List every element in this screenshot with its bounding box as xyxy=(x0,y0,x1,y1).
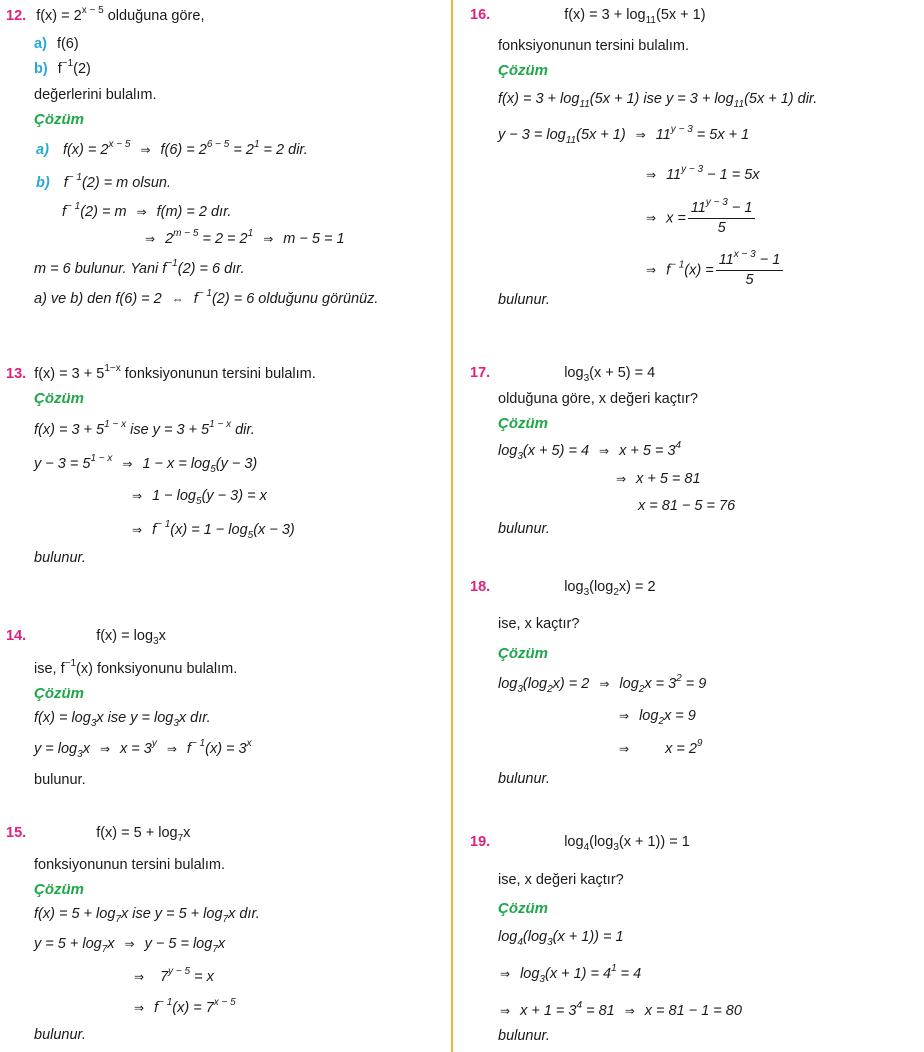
fraction: $\frac{11^{y - 3} - 1}{5}$ xyxy=(688,200,756,237)
left-column xyxy=(0,0,450,1052)
problem-number: 17. xyxy=(470,365,491,381)
implies-arrow: ⇒ xyxy=(646,263,657,278)
solution-line: $y = \log_3x$ ⇒ $x = 3^y$ ⇒ $f^{- 1}(x) = 3^x$ xyxy=(34,738,252,760)
solution-line: a) $f(x) = 2^{x - 5}$ ⇒ $f(6) = 2^{6 - 5} = 2^1 = 2$ dir. xyxy=(36,139,308,158)
implies-arrow: ⇒ xyxy=(99,742,110,756)
problem-number: 12. xyxy=(6,8,27,24)
bulunur-text: bulunur. xyxy=(34,772,86,788)
bulunur-text: bulunur. xyxy=(498,1028,550,1044)
problem-19-question-2: ise, x değeri kaçtır? xyxy=(498,872,624,888)
solution-line: ⇒ x + 5 = 81 xyxy=(616,471,701,487)
implies-arrow: ⇒ xyxy=(136,205,147,219)
solution-line: $y = 5 + \log_7x$ ⇒ $y - 5 = \log_7x$ xyxy=(34,936,226,955)
solution-line: $f^{- 1}(2) = m$ ⇒ f(m) = 2 dır. xyxy=(62,201,232,220)
implies-arrow: ⇒ xyxy=(166,742,177,756)
implies-arrow: ⇒ xyxy=(500,967,511,981)
implies-arrow: ⇒ xyxy=(619,742,630,756)
problem-number: 19. xyxy=(470,834,491,850)
solution-line: ⇒ $7^{y - 5} = x$ xyxy=(134,966,214,985)
problem-number: 18. xyxy=(470,579,491,595)
solution-line: $f(x) = 3 + 5^{1 - x}$ ise $y = 3 + 5^{1 - x}$ dir. xyxy=(34,419,255,438)
solution-line: ⇒ $f^{- 1}(x) = 1 - \log_5(x - 3)$ xyxy=(132,519,295,541)
cozum-heading: Çözüm xyxy=(34,111,84,128)
implies-arrow: ⇒ xyxy=(140,143,151,157)
solution-line: ⇒ $x + 1 = 3^4 = 81$ ⇒ x = 81 − 1 = 80 xyxy=(500,1000,742,1019)
solution-line: $f(x) = 3 + \log_{11}(5x + 1)$ ise $y = 3 + \log_{11}(5x + 1)$ dir. xyxy=(498,91,818,110)
right-column xyxy=(466,0,924,1052)
problem-14-question-2: ise, $f^{-1}(x)$ fonksiyonunu bulalım. xyxy=(34,658,238,677)
implies-arrow: ⇒ xyxy=(132,523,143,537)
bulunur-text: bulunur. xyxy=(498,292,550,308)
problem-number: 13. xyxy=(6,366,27,382)
problem-15-question-2: fonksiyonunun tersini bulalım. xyxy=(34,857,226,873)
cozum-heading: Çözüm xyxy=(34,390,84,407)
implies-arrow: ⇒ xyxy=(635,128,646,142)
problem-17-question: 17. $\log_3(x + 5) = 4$ xyxy=(470,365,656,384)
implies-arrow: ⇒ xyxy=(124,937,135,951)
problem-15-question: 15. $f(x) = 5 + \log_7x$ xyxy=(6,825,191,844)
fraction: $\frac{11^{x - 3} - 1}{5}$ xyxy=(716,252,784,289)
problem-19-question: 19. $\log_4(\log_3(x + 1)) = 1$ xyxy=(470,834,690,853)
problem-17-question-2: olduğuna göre, x değeri kaçtır? xyxy=(498,391,698,407)
implies-arrow: ⇒ xyxy=(646,211,657,226)
solution-line: ⇒ x = $\frac{11^{y - 3} - 1}{5}$ xyxy=(636,200,757,237)
implies-arrow: ⇒ xyxy=(263,232,274,246)
problem-12-question: 12. $f(x) = 2^{x - 5}$ olduğuna göre, xyxy=(6,5,205,24)
solution-line: ⇒ $f^{- 1}(x) = 7^{x - 5}$ xyxy=(134,997,236,1016)
problem-16-question: 16. $f(x) = 3 + \log_{11}(5x + 1)$ xyxy=(470,7,706,26)
problem-18-question-2: ise, x kaçtır? xyxy=(498,616,580,632)
problem-16-question-2: fonksiyonunun tersini bulalım. xyxy=(498,38,690,54)
bulunur-text: bulunur. xyxy=(498,521,550,537)
solution-line: ⇒ $1 - \log_5(y - 3) = x$ xyxy=(132,488,267,507)
solution-line: ⇒ $x = 2^9$ xyxy=(619,738,703,757)
solution-line: x = 81 − 5 = 76 xyxy=(638,498,736,514)
implies-arrow: ⇒ xyxy=(599,444,610,458)
solution-line: m = 6 bulunur. Yani $f^{-1}(2) = 6$ dır. xyxy=(34,258,245,277)
implies-arrow: ⇒ xyxy=(134,1001,145,1015)
cozum-heading: Çözüm xyxy=(498,62,548,79)
problem-13-question: 13. $f(x) = 3 + 5^{1-x}$ fonksiyonunun tersini bulalım. xyxy=(6,363,316,382)
solution-line: a) ve b) den f(6) = 2 ⇔ $f^{- 1}(2) = 6$ olduğunu görünüz. xyxy=(34,288,379,307)
problem-14-question: 14. $f(x) = \log_3x$ xyxy=(6,628,166,647)
problem-number: 16. xyxy=(470,7,491,23)
solution-line: ⇒ $\log_3(x + 1) = 4^1 = 4$ xyxy=(500,963,642,985)
cozum-heading: Çözüm xyxy=(498,900,548,917)
solution-line: b) $f^{- 1}(2) = m$ olsun. xyxy=(36,172,171,191)
solution-line: $f(x) = \log_3x$ ise $y = \log_3x$ dır. xyxy=(34,710,211,729)
solution-line: $\log_3(\log_2x) = 2$ ⇒ $\log_2x = 3^2 = 9$ xyxy=(498,673,707,695)
part-b: b) $f^{-1}(2)$ xyxy=(34,58,91,77)
solution-line: $\log_4(\log_3(x + 1)) = 1$ xyxy=(498,929,624,948)
column-divider xyxy=(451,0,453,1052)
cozum-heading: Çözüm xyxy=(34,881,84,898)
implies-arrow: ⇒ xyxy=(616,472,627,486)
implies-arrow: ⇒ xyxy=(624,1004,635,1018)
solution-line: ⇒ $\log_2x = 9$ xyxy=(619,708,696,727)
solution-line: $y - 3 = \log_{11}(5x + 1)$ ⇒ $11^{y - 3} = 5x + 1$ xyxy=(498,124,750,146)
solution-line: ⇒ $11^{y - 3} - 1 = 5x$ xyxy=(646,164,760,183)
problem-number: 15. xyxy=(6,825,27,841)
cozum-heading: Çözüm xyxy=(34,685,84,702)
implies-arrow: ⇒ xyxy=(619,709,630,723)
solution-line: $y - 3 = 5^{1 - x}$ ⇒ $1 - x = \log_5(y - 3)$ xyxy=(34,453,258,475)
problem-number: 14. xyxy=(6,628,27,644)
implies-arrow: ⇒ xyxy=(122,457,133,471)
part-a: a) f(6) xyxy=(34,36,79,52)
problem-18-question: 18. $\log_3(\log_2x) = 2$ xyxy=(470,579,656,598)
bulunur-text: bulunur. xyxy=(34,550,86,566)
implies-arrow: ⇒ xyxy=(132,489,143,503)
solution-line: ⇒ $2^{m - 5} = 2 = 2^1$ ⇒ m − 5 = 1 xyxy=(145,228,345,247)
bulunur-text: bulunur. xyxy=(498,771,550,787)
cozum-heading: Çözüm xyxy=(498,645,548,662)
problem-12-question-2: değerlerini bulalım. xyxy=(34,87,157,103)
implies-arrow: ⇒ xyxy=(500,1004,511,1018)
iff-arrow: ⇔ xyxy=(171,292,184,306)
cozum-heading: Çözüm xyxy=(498,415,548,432)
solution-line: $f(x) = 5 + \log_7x$ ise $y = 5 + \log_7x$ dır. xyxy=(34,906,260,925)
solution-line: $\log_3(x + 5) = 4$ ⇒ $x + 5 = 3^4$ xyxy=(498,440,682,462)
implies-arrow: ⇒ xyxy=(646,168,657,182)
implies-arrow: ⇒ xyxy=(599,677,610,691)
solution-line: ⇒ $f^{- 1}(x)$ = $\frac{11^{x - 3} - 1}{5}$ xyxy=(636,252,785,289)
implies-arrow: ⇒ xyxy=(134,970,145,984)
bulunur-text: bulunur. xyxy=(34,1027,86,1043)
implies-arrow: ⇒ xyxy=(145,232,156,246)
